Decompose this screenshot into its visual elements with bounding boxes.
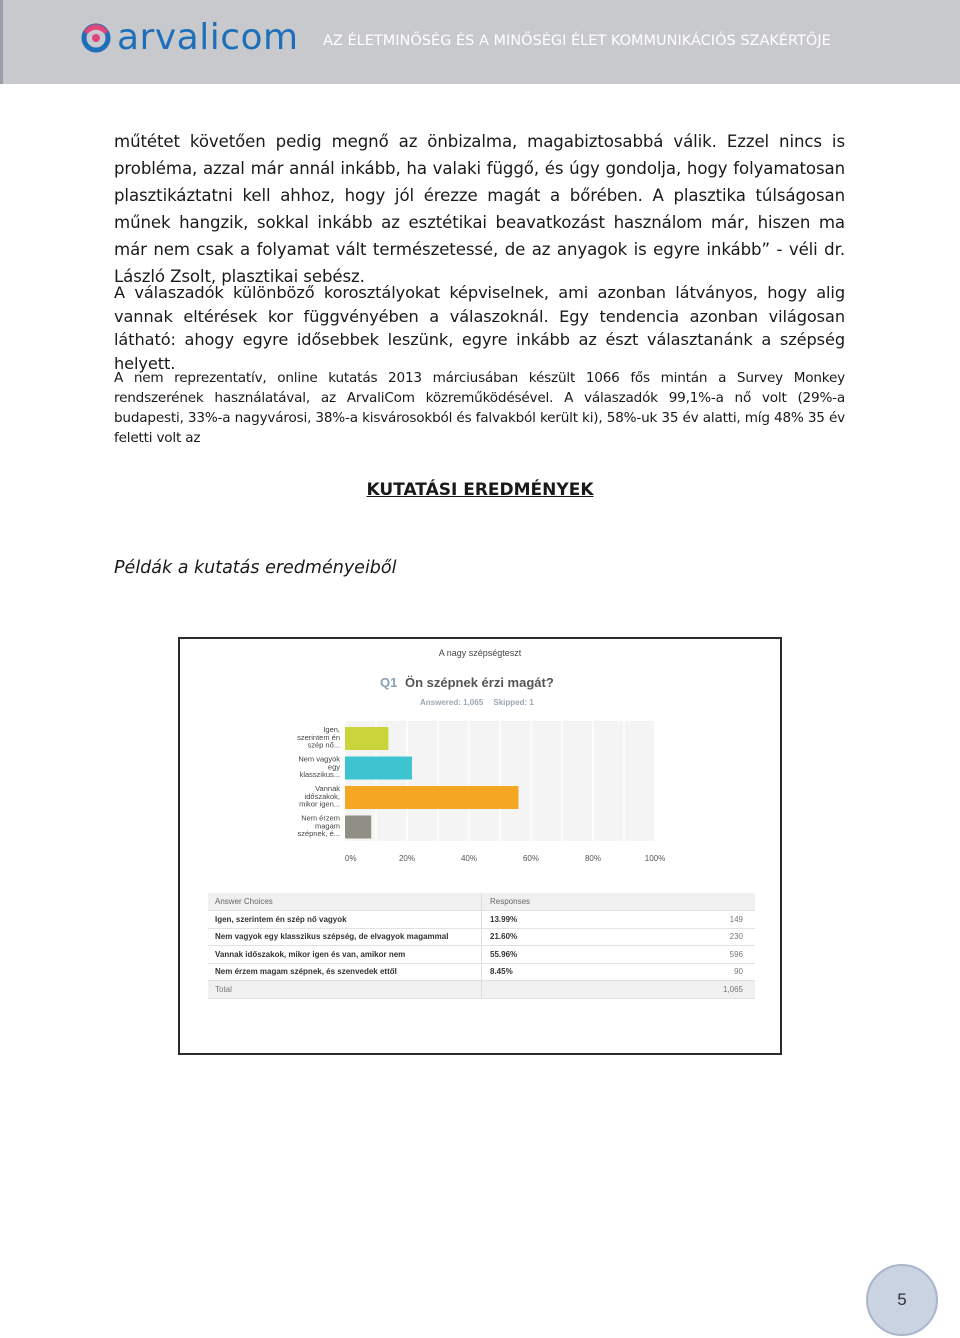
table-cell-percent: 21.60% [481, 929, 661, 946]
table-row [208, 964, 755, 982]
table-header-row [208, 893, 755, 911]
skipped-count: Skipped: 1 [493, 698, 534, 707]
survey-title: A nagy szépségteszt [438, 648, 522, 658]
table-cell-count: 596 [729, 949, 743, 959]
table-cell-percent: 13.99% [481, 911, 661, 928]
paragraph-quote: műtétet követően pedig megnő az önbizalma, magabiztosabbá válik. Ezzel nincs is probléma, azzal már annál inkább, ha valaki függő, és úgy gondolja, hogy folyamatosan plasztikáztatni kell ahhoz, hogy jól érezze magát a bőrében. A plasztika túlságosan műnek hangzik, sokkal inkább az esztétikai beavatkozást használom már, hiszen ma már nem csak a folyamat vált természetessé, de az anyagok is egyre inkább” - véli dr. László Zsolt, plasztikai sebész. [114, 132, 845, 286]
category-label: Vannak időszakok, mikor igen... [299, 784, 340, 809]
x-tick-label: 80% [584, 854, 602, 863]
section-title: KUTATÁSI EREDMÉNYEK [366, 480, 594, 500]
logo-mark-icon [81, 21, 111, 55]
x-tick-label: 60% [522, 854, 540, 863]
header-tagline: AZ ÉLETMINŐSÉG ÉS A MINŐSÉGI ÉLET KOMMUNIKÁCIÓS SZAKÉRTŐJE [323, 33, 831, 49]
table-cell-choice: Nem érzem magam szépnek, és szenvedek ettől [215, 967, 397, 977]
answered-count: Answered: 1,065 [420, 698, 484, 707]
table-total-label: Total [215, 984, 232, 994]
x-tick-label: 40% [460, 854, 478, 863]
page-number: 5 [866, 1264, 938, 1336]
table-cell-count: 90 [734, 967, 743, 977]
table-cell-choice: Igen, szerintem én szép nő vagyok [215, 914, 347, 924]
question-number: Q1 [380, 675, 398, 690]
x-tick-label: 20% [398, 854, 416, 863]
table-cell-choice: Vannak időszakok, mikor igen és van, amikor nem [215, 949, 406, 959]
table-cell-choice: Nem vagyok egy klasszikus szépség, de elvagyok magammal [215, 932, 449, 942]
question-line [380, 675, 554, 690]
category-label: Igen, szerintem én szép nő... [297, 725, 340, 750]
bar [345, 816, 371, 839]
table-cell-count: 149 [729, 914, 743, 924]
x-tick-label: 100% [644, 854, 666, 863]
table-total-value: 1,065 [722, 984, 743, 994]
question-text: Ön szépnek érzi magát? [404, 675, 554, 690]
table-row [208, 911, 755, 929]
paragraph-methodology: A nem reprezentatív, online kutatás 2013 márciusában készült 1066 fős mintán a Survey Monkey rendszerének használatával, az ArvaliCom közreműködésével. A válaszadók 99,1%-a nő volt (29%-a budapesti, 33%-a nagyvárosi, 38%-a kisvárosokból és falvakból került ki), 58%-uk 35 év alatti, míg 48% 35 év feletti volt az [114, 370, 845, 446]
logo-text: arvalicom [117, 17, 299, 58]
table-cell-count: 230 [729, 932, 743, 942]
results-table [208, 893, 755, 999]
response-stats [420, 698, 542, 707]
paragraph-age-groups: A válaszadók különböző korosztályokat képviselnek, ami azonban látványos, hogy alig vannak eltérések kor függvényében a válaszoknál. Egy tendencia azonban világosan látható: ahogy egyre idősebbek leszünk, egyre inkább az észt választanánk a szépség helyett. [114, 283, 845, 373]
x-tick-label: 0% [345, 854, 357, 863]
bar [345, 727, 388, 750]
table-cell-percent: 55.96% [481, 946, 661, 963]
table-cell-percent: 8.45% [481, 964, 661, 981]
table-row [208, 929, 755, 947]
category-label: Nem vagyok egy klasszikus... [298, 754, 340, 780]
company-logo [81, 18, 299, 58]
table-total-row [208, 981, 755, 999]
bar [345, 786, 518, 809]
survey-figure [178, 637, 782, 1055]
table-header-choices: Answer Choices [215, 897, 273, 906]
page-header [0, 0, 960, 84]
bar [345, 757, 412, 780]
table-header-responses: Responses [481, 893, 661, 910]
table-row [208, 946, 755, 964]
category-label: Nem érzem magam szépnek, é... [297, 813, 340, 839]
section-subtitle: Példák a kutatás eredményeiből [114, 558, 397, 578]
bar-chart [180, 713, 780, 873]
